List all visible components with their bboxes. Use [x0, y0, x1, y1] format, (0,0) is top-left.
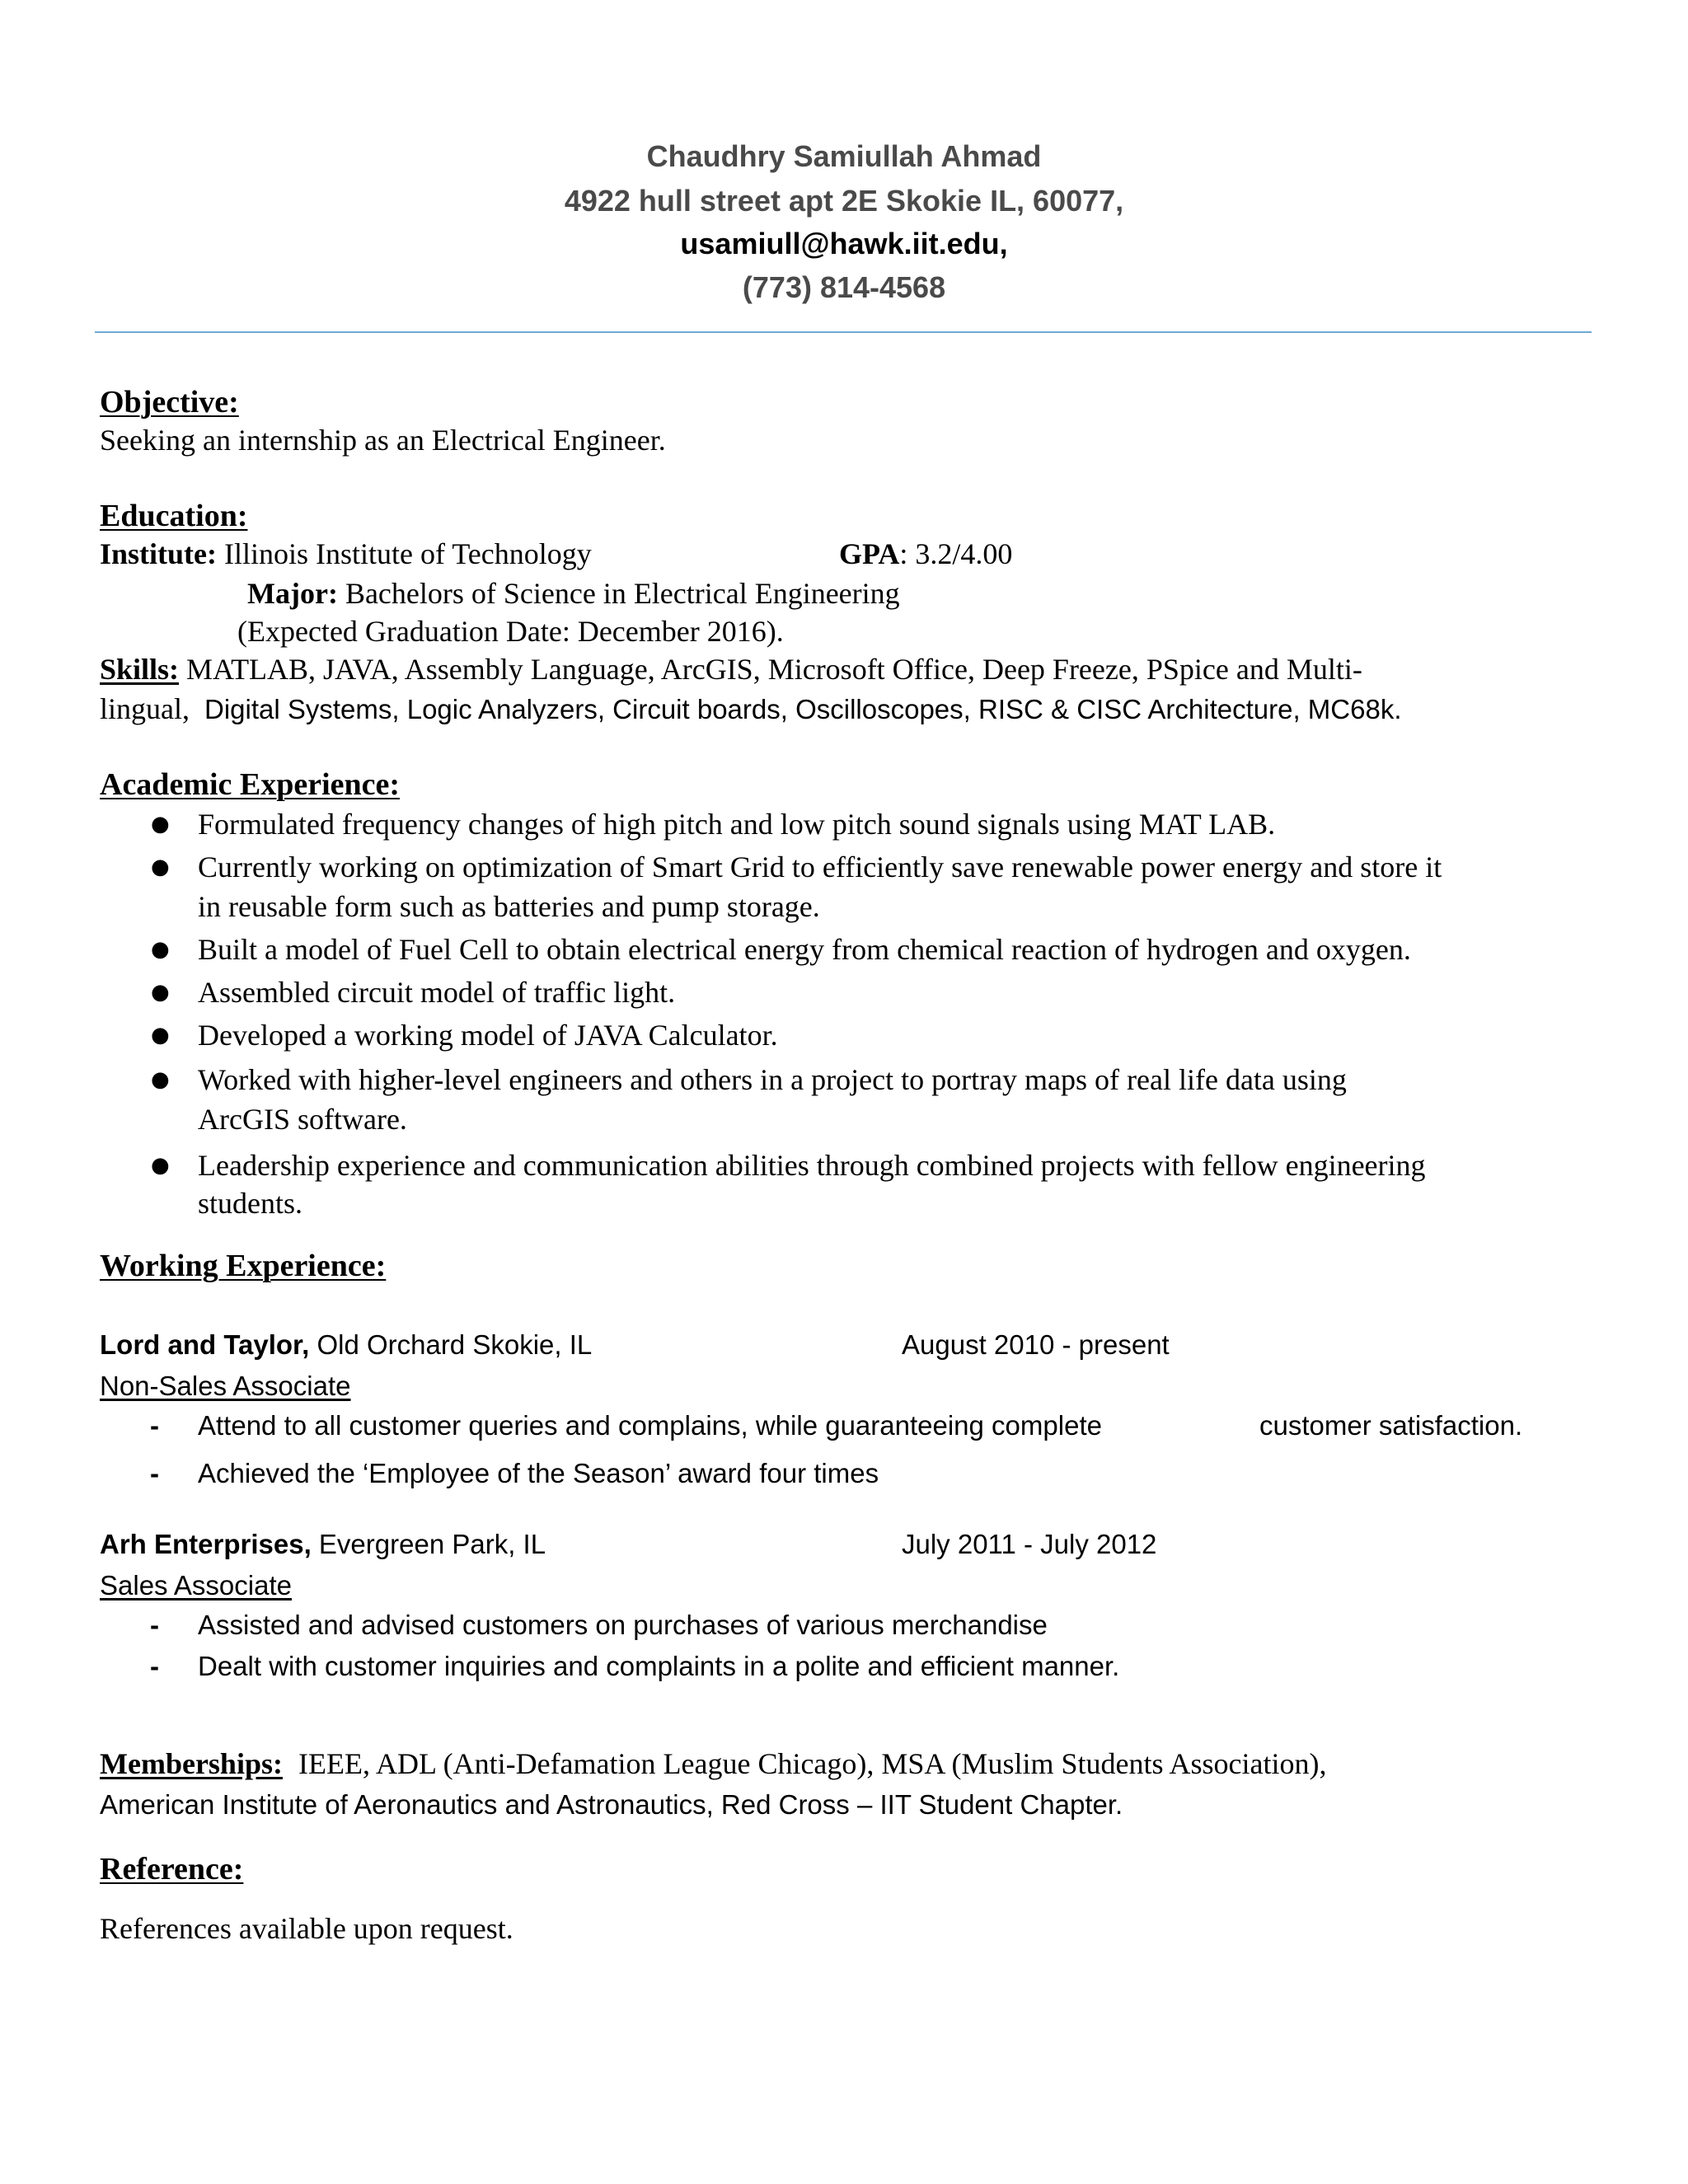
- memberships-label: Memberships:: [100, 1747, 283, 1780]
- bullet-icon: ●: [151, 1067, 170, 1092]
- reference-text: References available upon request.: [100, 1912, 513, 1945]
- skills-line-1: [100, 651, 1362, 687]
- skills-line-2: [100, 691, 1401, 733]
- dash-icon: -: [150, 1610, 159, 1640]
- job-2-location: Evergreen Park, IL: [318, 1529, 546, 1559]
- skills-label: Skills:: [100, 653, 180, 686]
- graduation-date: (Expected Graduation Date: December 2016).: [237, 615, 784, 648]
- job-1-title: Non-Sales Associate: [100, 1371, 351, 1401]
- gpa-line: [839, 536, 1012, 572]
- job-2-title: Sales Associate: [100, 1570, 292, 1601]
- applicant-email[interactable]: usamiull@hawk.iit.edu,: [680, 227, 1008, 260]
- bullet-icon: ●: [151, 937, 170, 962]
- job-1-duty-2: Achieved the ‘Employee of the Season’ award four times: [198, 1458, 879, 1488]
- academic-item-text: Worked with higher-level engineers and others in a project to portray maps of real life data using: [198, 1063, 1347, 1096]
- education-heading: Education:: [100, 499, 248, 533]
- skills-list-1: MATLAB, JAVA, Assembly Language, ArcGIS, Microsoft Office, Deep Freeze, PSpice and Multi-: [186, 653, 1362, 686]
- applicant-address: 4922 hull street apt 2E Skokie IL, 60077,: [564, 184, 1124, 218]
- job-1-header: [100, 1327, 592, 1363]
- academic-item-text: Currently working on optimization of Smart Grid to efficiently save renewable power energy and store it: [198, 851, 1442, 883]
- memberships-list-2: American Institute of Aeronautics and Astronautics, Red Cross – IIT Student Chapter.: [100, 1789, 1123, 1820]
- institute-line: [100, 536, 592, 572]
- job-2-company: Arh Enterprises,: [100, 1529, 312, 1559]
- job-1-location: Old Orchard Skokie, IL: [316, 1329, 593, 1360]
- major-line: [247, 575, 900, 612]
- job-2-header: [100, 1526, 546, 1563]
- dash-icon: -: [150, 1458, 159, 1488]
- institute-label: Institute:: [100, 537, 217, 570]
- job-2-dates: July 2011 - July 2012: [902, 1529, 1157, 1559]
- academic-item-text: Assembled circuit model of traffic light.: [198, 976, 676, 1009]
- academic-item-text: Leadership experience and communication abilities through combined projects with fellow engineering: [198, 1149, 1426, 1182]
- job-1-company: Lord and Taylor,: [100, 1329, 310, 1360]
- job-1-dates: August 2010 - present: [902, 1329, 1170, 1360]
- memberships-list-1: IEEE, ADL (Anti-Defamation League Chicago), MSA (Muslim Students Association),: [298, 1747, 1327, 1780]
- applicant-phone: (773) 814-4568: [742, 270, 946, 304]
- job-1-duty-1-tail: customer satisfaction.: [1259, 1410, 1523, 1441]
- skills-list-2b: Digital Systems, Logic Analyzers, Circuit boards, Oscilloscopes, RISC & CISC Architecture, MC68k.: [204, 694, 1402, 724]
- dash-icon: -: [150, 1651, 159, 1681]
- gpa-value: : 3.2/4.00: [899, 537, 1013, 570]
- memberships-line-1: [100, 1746, 1326, 1782]
- academic-item-text: Formulated frequency changes of high pitch and low pitch sound signals using MAT LAB.: [198, 808, 1276, 841]
- dash-icon: -: [150, 1410, 159, 1441]
- academic-item-text-cont: students.: [198, 1187, 303, 1220]
- reference-heading: Reference:: [100, 1852, 244, 1886]
- bullet-icon: ●: [151, 812, 170, 837]
- objective-text: Seeking an internship as an Electrical Engineer.: [100, 424, 666, 457]
- gpa-label: GPA: [839, 537, 900, 570]
- job-2-duty-1: Assisted and advised customers on purchases of various merchandise: [198, 1610, 1048, 1640]
- academic-item-text: Built a model of Fuel Cell to obtain electrical energy from chemical reaction of hydrogen and oxygen.: [198, 933, 1411, 966]
- academic-item-text-cont: in reusable form such as batteries and pump storage.: [198, 890, 820, 923]
- bullet-icon: ●: [151, 980, 170, 1005]
- header-divider: [95, 331, 1592, 333]
- bullet-icon: ●: [151, 1023, 170, 1047]
- academic-heading: Academic Experience:: [100, 767, 401, 802]
- applicant-name: Chaudhry Samiullah Ahmad: [646, 139, 1042, 173]
- major-label: Major:: [247, 577, 338, 610]
- work-heading: Working Experience:: [100, 1249, 387, 1283]
- bullet-icon: ●: [151, 1153, 170, 1178]
- job-2-duty-2: Dealt with customer inquiries and complaints in a polite and efficient manner.: [198, 1651, 1120, 1681]
- objective-heading: Objective:: [100, 385, 239, 419]
- job-1-duty-1: Attend to all customer queries and complains, while guaranteeing complete: [198, 1410, 1102, 1441]
- major-value: Bachelors of Science in Electrical Engineering: [345, 577, 900, 610]
- bullet-icon: ●: [151, 855, 170, 879]
- academic-item-text-cont: ArcGIS software.: [198, 1103, 407, 1136]
- academic-item-text: Developed a working model of JAVA Calculator.: [198, 1019, 778, 1052]
- skills-list-2a: lingual,: [100, 692, 190, 725]
- institute-name: Illinois Institute of Technology: [224, 537, 592, 570]
